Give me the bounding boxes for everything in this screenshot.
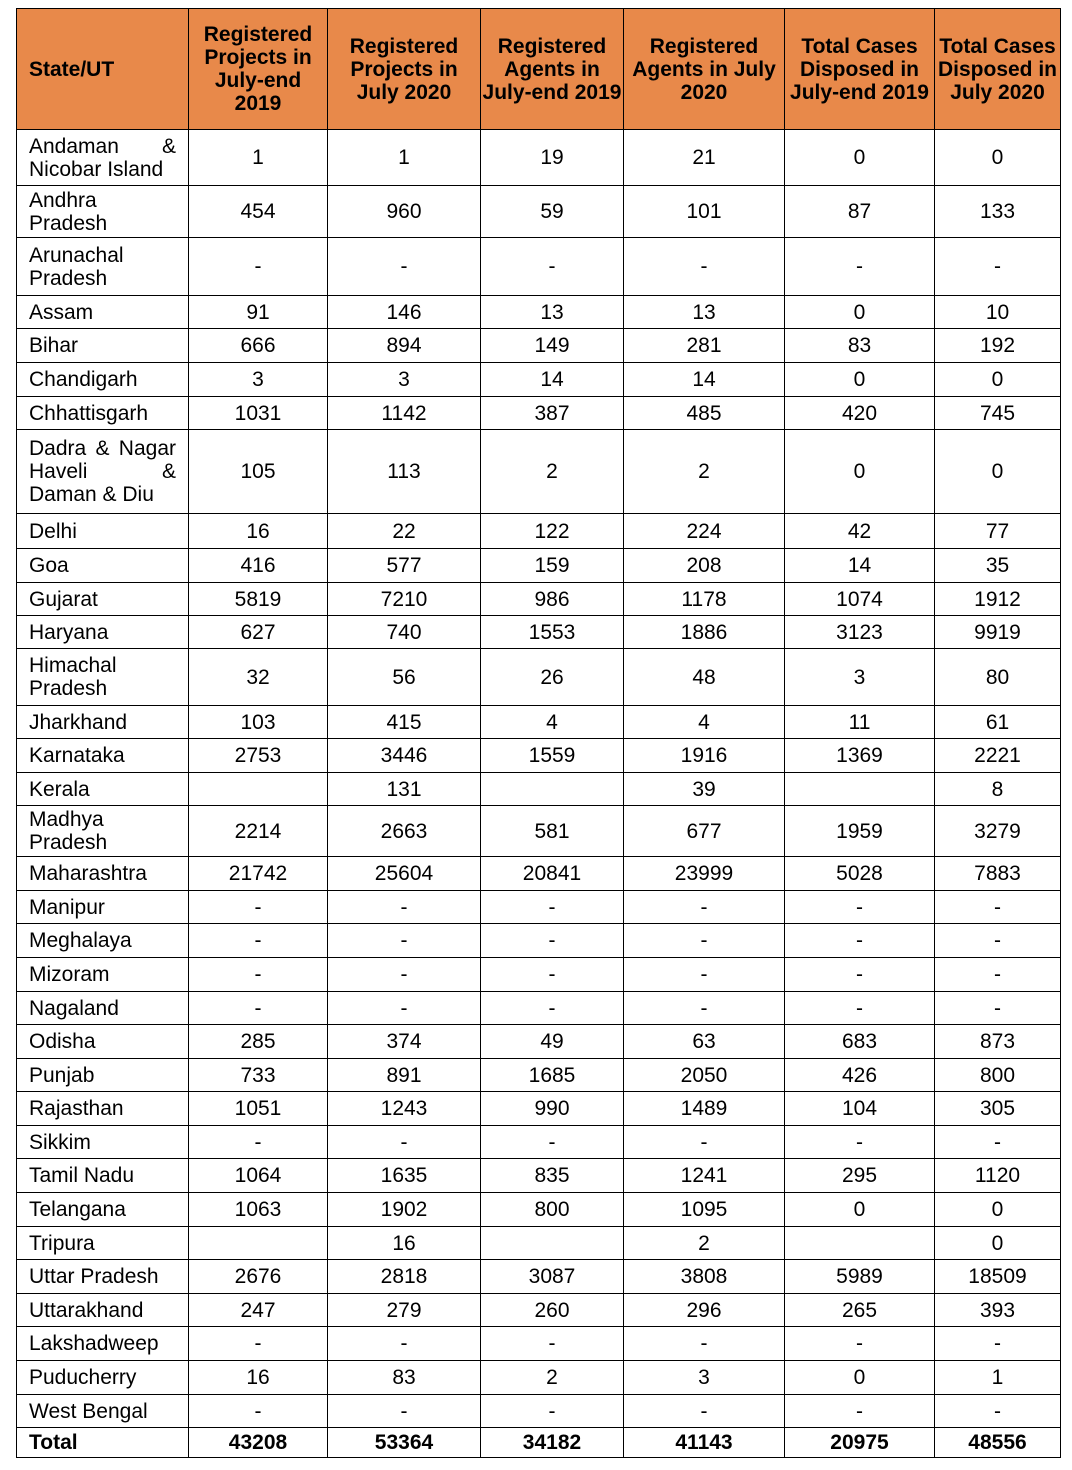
cell-projects-2019: - (189, 958, 328, 992)
cell-agents-2019: - (481, 238, 624, 296)
cell-projects-2020: - (328, 238, 481, 296)
cell-projects-2019: 21742 (189, 857, 328, 891)
cell-projects-2019: - (189, 238, 328, 296)
cell-state: Chandigarh (17, 363, 189, 397)
cell-agents-2019: 159 (481, 549, 624, 583)
cell-agents-2020: 3808 (624, 1260, 785, 1294)
cell-cases-2020: 0 (935, 1227, 1061, 1260)
cell-cases-2019: 3 (785, 649, 935, 706)
cell-cases-2019: - (785, 1327, 935, 1361)
cell-state: Uttar Pradesh (17, 1260, 189, 1294)
table-row (17, 806, 1061, 857)
cell-cases-2020: 305 (935, 1092, 1061, 1126)
rera-registration-table (16, 8, 1061, 1458)
cell-agents-2019: 800 (481, 1193, 624, 1227)
header-agents-2019: Registered Agents in July-end 2019 (481, 9, 624, 130)
table-row (17, 773, 1061, 806)
cell-state: Madhya Pradesh (17, 806, 189, 857)
cell-state: Puducherry (17, 1361, 189, 1395)
table-row (17, 130, 1061, 186)
cell-projects-2020: 2663 (328, 806, 481, 857)
table-row (17, 186, 1061, 238)
cell-agents-2020: 13 (624, 296, 785, 329)
cell-projects-2019: 105 (189, 430, 328, 514)
cell-cases-2019: 0 (785, 363, 935, 397)
total-state: Total (17, 1428, 189, 1458)
cell-projects-2019: 5819 (189, 583, 328, 616)
cell-projects-2019: 2676 (189, 1260, 328, 1294)
cell-agents-2019: 1685 (481, 1059, 624, 1092)
cell-projects-2020: 1142 (328, 397, 481, 430)
cell-cases-2019: 104 (785, 1092, 935, 1126)
cell-cases-2019: 0 (785, 296, 935, 329)
cell-agents-2019: 990 (481, 1092, 624, 1126)
table-row (17, 706, 1061, 739)
cell-projects-2019: 2753 (189, 739, 328, 773)
cell-cases-2020: 35 (935, 549, 1061, 583)
cell-agents-2020: - (624, 1327, 785, 1361)
cell-projects-2020: 146 (328, 296, 481, 329)
cell-cases-2020: 8 (935, 773, 1061, 806)
cell-cases-2019: 295 (785, 1159, 935, 1193)
cell-projects-2019: - (189, 891, 328, 924)
cell-cases-2019: 14 (785, 549, 935, 583)
cell-projects-2020: 577 (328, 549, 481, 583)
cell-projects-2020: 25604 (328, 857, 481, 891)
table-row (17, 1059, 1061, 1092)
table-row (17, 1227, 1061, 1260)
cell-state: Punjab (17, 1059, 189, 1092)
cell-projects-2019: 103 (189, 706, 328, 739)
cell-agents-2019: 2 (481, 430, 624, 514)
cell-agents-2020: - (624, 1395, 785, 1428)
cell-projects-2019: 1063 (189, 1193, 328, 1227)
total-agents-2019: 34182 (481, 1428, 624, 1458)
cell-projects-2019: - (189, 1327, 328, 1361)
cell-projects-2019: 627 (189, 616, 328, 649)
cell-projects-2020: 3 (328, 363, 481, 397)
cell-agents-2019: 581 (481, 806, 624, 857)
cell-projects-2020: 891 (328, 1059, 481, 1092)
cell-cases-2019: - (785, 958, 935, 992)
cell-cases-2019: 1369 (785, 739, 935, 773)
cell-projects-2020: - (328, 891, 481, 924)
cell-cases-2020: 133 (935, 186, 1061, 238)
cell-projects-2020: 2818 (328, 1260, 481, 1294)
table-row (17, 1092, 1061, 1126)
cell-agents-2019: - (481, 958, 624, 992)
cell-state: Manipur (17, 891, 189, 924)
table-row (17, 430, 1061, 514)
cell-projects-2020: 374 (328, 1025, 481, 1059)
cell-projects-2020: 1635 (328, 1159, 481, 1193)
cell-projects-2020: - (328, 958, 481, 992)
table-row (17, 1260, 1061, 1294)
cell-cases-2020: 800 (935, 1059, 1061, 1092)
total-projects-2019: 43208 (189, 1428, 328, 1458)
table-row (17, 397, 1061, 430)
cell-cases-2019: 5028 (785, 857, 935, 891)
table-row (17, 329, 1061, 363)
table-row (17, 1159, 1061, 1193)
cell-state: Kerala (17, 773, 189, 806)
cell-cases-2019: 87 (785, 186, 935, 238)
cell-agents-2019: 20841 (481, 857, 624, 891)
total-row (17, 1428, 1061, 1458)
cell-state: Lakshadweep (17, 1327, 189, 1361)
cell-cases-2020: 61 (935, 706, 1061, 739)
cell-projects-2020: - (328, 1126, 481, 1159)
cell-projects-2019: 16 (189, 514, 328, 549)
cell-cases-2020: 3279 (935, 806, 1061, 857)
table-row (17, 1193, 1061, 1227)
cell-agents-2019: 1559 (481, 739, 624, 773)
cell-projects-2020: 22 (328, 514, 481, 549)
cell-agents-2019: 387 (481, 397, 624, 430)
cell-agents-2020: 1886 (624, 616, 785, 649)
cell-agents-2019: 3087 (481, 1260, 624, 1294)
header-projects-2019: Registered Projects in July-end 2019 (189, 9, 328, 130)
cell-cases-2019: 1074 (785, 583, 935, 616)
cell-agents-2019: 260 (481, 1294, 624, 1327)
cell-agents-2020: 39 (624, 773, 785, 806)
cell-agents-2020: - (624, 891, 785, 924)
cell-agents-2019: 49 (481, 1025, 624, 1059)
header-cases-2020: Total Cases Disposed in July 2020 (935, 9, 1061, 130)
cell-cases-2020: 393 (935, 1294, 1061, 1327)
registration-table-container (16, 8, 1061, 1458)
table-row (17, 891, 1061, 924)
cell-projects-2020: - (328, 924, 481, 958)
cell-projects-2019: 32 (189, 649, 328, 706)
cell-cases-2019: 0 (785, 1361, 935, 1395)
table-row (17, 958, 1061, 992)
cell-agents-2020: 101 (624, 186, 785, 238)
cell-cases-2019: - (785, 1126, 935, 1159)
total-cases-2020: 48556 (935, 1428, 1061, 1458)
cell-agents-2020: - (624, 958, 785, 992)
cell-agents-2019 (481, 1227, 624, 1260)
cell-agents-2020: 2 (624, 430, 785, 514)
cell-agents-2020: 2050 (624, 1059, 785, 1092)
cell-cases-2019: - (785, 924, 935, 958)
cell-state: Haryana (17, 616, 189, 649)
cell-projects-2020: - (328, 1327, 481, 1361)
cell-cases-2020: 7883 (935, 857, 1061, 891)
cell-state: Maharashtra (17, 857, 189, 891)
cell-cases-2020: 745 (935, 397, 1061, 430)
cell-projects-2019: - (189, 924, 328, 958)
cell-projects-2020: - (328, 1395, 481, 1428)
cell-projects-2019: 416 (189, 549, 328, 583)
cell-state: Delhi (17, 514, 189, 549)
cell-agents-2020: 4 (624, 706, 785, 739)
cell-projects-2020: 56 (328, 649, 481, 706)
cell-projects-2019 (189, 1227, 328, 1260)
cell-state: Arunachal Pradesh (17, 238, 189, 296)
cell-projects-2020: 279 (328, 1294, 481, 1327)
cell-agents-2019: 149 (481, 329, 624, 363)
cell-cases-2019: - (785, 238, 935, 296)
table-row (17, 616, 1061, 649)
table-row (17, 363, 1061, 397)
cell-state: Jharkhand (17, 706, 189, 739)
cell-projects-2019: 285 (189, 1025, 328, 1059)
cell-projects-2020: 415 (328, 706, 481, 739)
cell-agents-2019: 4 (481, 706, 624, 739)
total-cases-2019: 20975 (785, 1428, 935, 1458)
cell-agents-2020: 208 (624, 549, 785, 583)
cell-agents-2020: 14 (624, 363, 785, 397)
table-row (17, 924, 1061, 958)
cell-cases-2019: 3123 (785, 616, 935, 649)
cell-agents-2020: - (624, 924, 785, 958)
table-row (17, 1126, 1061, 1159)
cell-agents-2020: 224 (624, 514, 785, 549)
header-row (17, 9, 1061, 130)
cell-projects-2020: 131 (328, 773, 481, 806)
cell-agents-2019: - (481, 1395, 624, 1428)
cell-projects-2020: 83 (328, 1361, 481, 1395)
cell-projects-2020: 1 (328, 130, 481, 186)
cell-projects-2019: 1064 (189, 1159, 328, 1193)
cell-agents-2020: 48 (624, 649, 785, 706)
cell-projects-2020: 1902 (328, 1193, 481, 1227)
cell-agents-2020: 677 (624, 806, 785, 857)
cell-projects-2019: 2214 (189, 806, 328, 857)
header-state: State/UT (17, 9, 189, 130)
table-body (17, 130, 1061, 1458)
cell-agents-2020: 296 (624, 1294, 785, 1327)
cell-projects-2019: 1051 (189, 1092, 328, 1126)
cell-cases-2020: 0 (935, 363, 1061, 397)
cell-agents-2020: 1489 (624, 1092, 785, 1126)
table-row (17, 583, 1061, 616)
cell-state: Andaman & Nicobar Island (17, 130, 189, 186)
cell-cases-2020: 9919 (935, 616, 1061, 649)
cell-projects-2019: - (189, 992, 328, 1025)
cell-state: Telangana (17, 1193, 189, 1227)
cell-state: Meghalaya (17, 924, 189, 958)
cell-cases-2020: 10 (935, 296, 1061, 329)
cell-projects-2020: 16 (328, 1227, 481, 1260)
cell-agents-2020: 2 (624, 1227, 785, 1260)
cell-agents-2019: 122 (481, 514, 624, 549)
total-agents-2020: 41143 (624, 1428, 785, 1458)
cell-projects-2019: - (189, 1395, 328, 1428)
cell-state: West Bengal (17, 1395, 189, 1428)
cell-agents-2019: - (481, 1126, 624, 1159)
cell-cases-2019: 683 (785, 1025, 935, 1059)
table-row (17, 514, 1061, 549)
cell-state: Tripura (17, 1227, 189, 1260)
cell-projects-2020: 740 (328, 616, 481, 649)
header-projects-2020: Registered Projects in July 2020 (328, 9, 481, 130)
table-row (17, 1327, 1061, 1361)
cell-projects-2020: 960 (328, 186, 481, 238)
cell-state: Nagaland (17, 992, 189, 1025)
cell-state: Chhattisgarh (17, 397, 189, 430)
cell-cases-2019: - (785, 1395, 935, 1428)
table-row (17, 739, 1061, 773)
cell-projects-2019: - (189, 1126, 328, 1159)
cell-state: Goa (17, 549, 189, 583)
cell-agents-2020: 1241 (624, 1159, 785, 1193)
cell-projects-2020: - (328, 992, 481, 1025)
cell-cases-2019: 0 (785, 1193, 935, 1227)
cell-cases-2019: 83 (785, 329, 935, 363)
cell-agents-2019 (481, 773, 624, 806)
table-row (17, 296, 1061, 329)
cell-cases-2019 (785, 773, 935, 806)
cell-agents-2019: - (481, 924, 624, 958)
cell-cases-2020: 80 (935, 649, 1061, 706)
cell-cases-2019: 11 (785, 706, 935, 739)
cell-state: Tamil Nadu (17, 1159, 189, 1193)
cell-agents-2019: - (481, 891, 624, 924)
cell-projects-2019: 733 (189, 1059, 328, 1092)
cell-cases-2020: 1120 (935, 1159, 1061, 1193)
cell-cases-2020: 0 (935, 1193, 1061, 1227)
cell-state: Odisha (17, 1025, 189, 1059)
cell-agents-2019: 13 (481, 296, 624, 329)
cell-projects-2019 (189, 773, 328, 806)
cell-cases-2019: 0 (785, 430, 935, 514)
cell-agents-2020: 21 (624, 130, 785, 186)
cell-cases-2020: 0 (935, 130, 1061, 186)
cell-state: Bihar (17, 329, 189, 363)
cell-state: Dadra & Nagar Haveli & Daman & Diu (17, 430, 189, 514)
cell-cases-2020: - (935, 1395, 1061, 1428)
cell-projects-2019: 666 (189, 329, 328, 363)
cell-projects-2020: 3446 (328, 739, 481, 773)
cell-cases-2020: - (935, 958, 1061, 992)
cell-cases-2019: 42 (785, 514, 935, 549)
cell-agents-2019: 986 (481, 583, 624, 616)
cell-agents-2019: 14 (481, 363, 624, 397)
cell-agents-2020: 1095 (624, 1193, 785, 1227)
cell-cases-2020: 2221 (935, 739, 1061, 773)
cell-projects-2019: 247 (189, 1294, 328, 1327)
cell-agents-2020: 485 (624, 397, 785, 430)
table-row (17, 992, 1061, 1025)
cell-projects-2020: 1243 (328, 1092, 481, 1126)
cell-state: Assam (17, 296, 189, 329)
cell-cases-2020: 1 (935, 1361, 1061, 1395)
cell-agents-2019: 19 (481, 130, 624, 186)
header-cases-2019: Total Cases Disposed in July-end 2019 (785, 9, 935, 130)
cell-state: Sikkim (17, 1126, 189, 1159)
cell-cases-2020: - (935, 238, 1061, 296)
cell-cases-2020: 0 (935, 430, 1061, 514)
cell-cases-2019: 426 (785, 1059, 935, 1092)
cell-agents-2019: 835 (481, 1159, 624, 1193)
cell-agents-2020: 23999 (624, 857, 785, 891)
cell-agents-2019: 1553 (481, 616, 624, 649)
table-row (17, 238, 1061, 296)
cell-state: Uttarakhand (17, 1294, 189, 1327)
cell-agents-2019: 26 (481, 649, 624, 706)
table-row (17, 649, 1061, 706)
cell-projects-2020: 894 (328, 329, 481, 363)
cell-agents-2020: 281 (624, 329, 785, 363)
cell-cases-2020: - (935, 924, 1061, 958)
cell-state: Himachal Pradesh (17, 649, 189, 706)
table-row (17, 857, 1061, 891)
table-row (17, 549, 1061, 583)
cell-cases-2020: - (935, 1327, 1061, 1361)
cell-agents-2019: 2 (481, 1361, 624, 1395)
table-row (17, 1294, 1061, 1327)
cell-state: Mizoram (17, 958, 189, 992)
cell-cases-2019: 5989 (785, 1260, 935, 1294)
cell-agents-2020: 3 (624, 1361, 785, 1395)
cell-cases-2019: 0 (785, 130, 935, 186)
cell-cases-2019: - (785, 992, 935, 1025)
cell-cases-2020: 1912 (935, 583, 1061, 616)
cell-cases-2019 (785, 1227, 935, 1260)
cell-cases-2020: 192 (935, 329, 1061, 363)
cell-cases-2019: 265 (785, 1294, 935, 1327)
cell-state: Gujarat (17, 583, 189, 616)
cell-state: Andhra Pradesh (17, 186, 189, 238)
table-row (17, 1395, 1061, 1428)
cell-state: Karnataka (17, 739, 189, 773)
cell-projects-2020: 113 (328, 430, 481, 514)
cell-agents-2019: 59 (481, 186, 624, 238)
cell-agents-2020: 1916 (624, 739, 785, 773)
cell-cases-2020: - (935, 891, 1061, 924)
cell-cases-2020: - (935, 992, 1061, 1025)
cell-cases-2020: - (935, 1126, 1061, 1159)
cell-agents-2019: - (481, 1327, 624, 1361)
cell-agents-2020: 1178 (624, 583, 785, 616)
cell-cases-2019: - (785, 891, 935, 924)
table-row (17, 1361, 1061, 1395)
cell-cases-2020: 873 (935, 1025, 1061, 1059)
cell-projects-2019: 3 (189, 363, 328, 397)
cell-agents-2020: - (624, 238, 785, 296)
cell-projects-2019: 16 (189, 1361, 328, 1395)
cell-agents-2020: - (624, 992, 785, 1025)
cell-projects-2019: 1 (189, 130, 328, 186)
table-row (17, 1025, 1061, 1059)
cell-cases-2019: 420 (785, 397, 935, 430)
total-projects-2020: 53364 (328, 1428, 481, 1458)
cell-cases-2019: 1959 (785, 806, 935, 857)
cell-projects-2019: 454 (189, 186, 328, 238)
cell-agents-2020: - (624, 1126, 785, 1159)
cell-cases-2020: 77 (935, 514, 1061, 549)
cell-agents-2020: 63 (624, 1025, 785, 1059)
cell-projects-2019: 1031 (189, 397, 328, 430)
cell-projects-2020: 7210 (328, 583, 481, 616)
cell-state: Rajasthan (17, 1092, 189, 1126)
cell-agents-2019: - (481, 992, 624, 1025)
cell-projects-2019: 91 (189, 296, 328, 329)
cell-cases-2020: 18509 (935, 1260, 1061, 1294)
header-agents-2020: Registered Agents in July 2020 (624, 9, 785, 130)
